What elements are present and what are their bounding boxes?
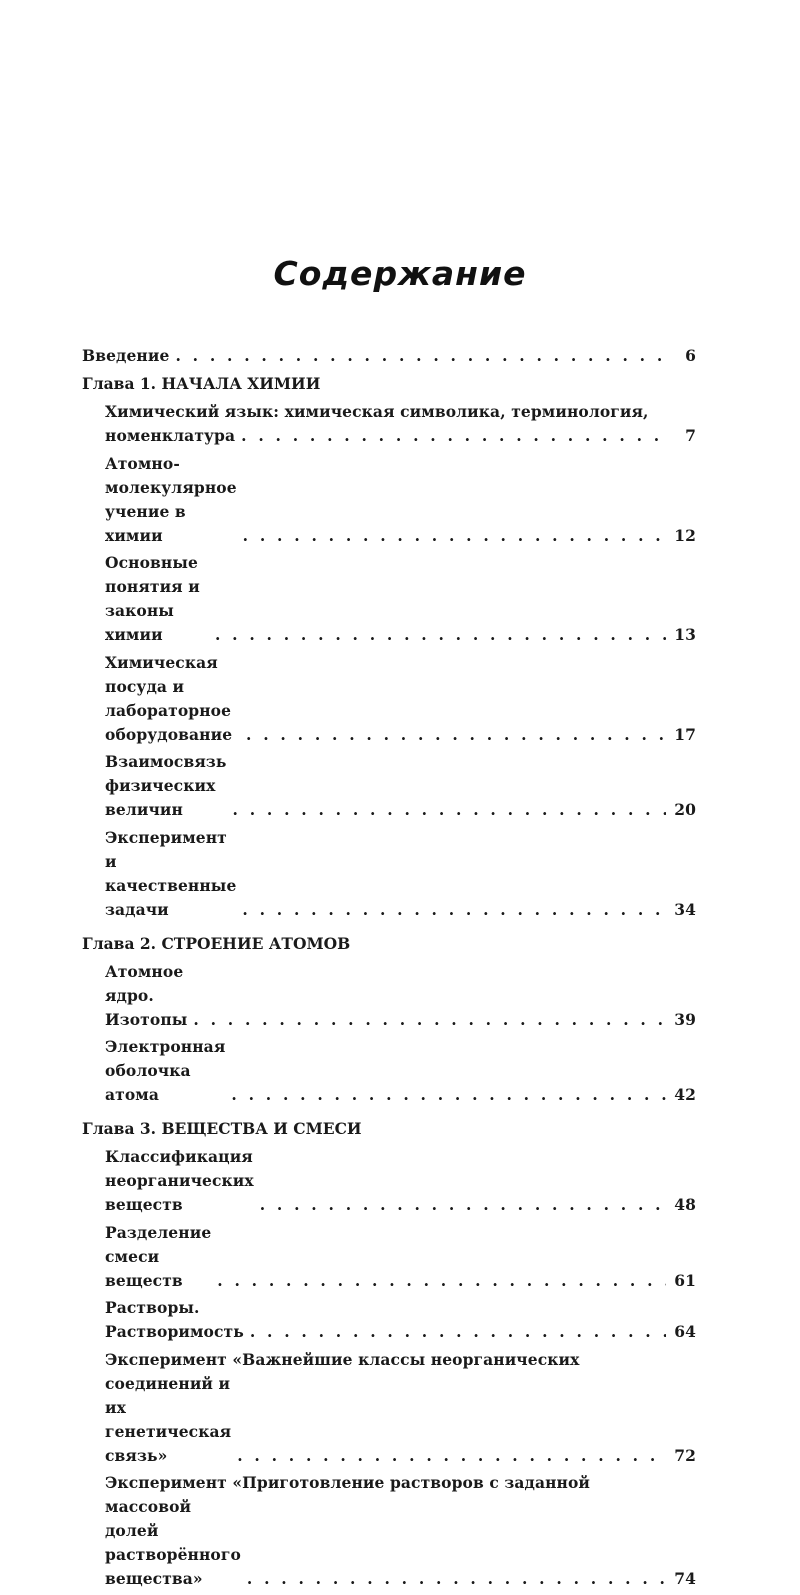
toc-entry-label: Разделение смеси веществ bbox=[105, 1222, 212, 1290]
chapter-heading[interactable]: Глава 2. СТРОЕНИЕ АТОМОВ bbox=[82, 933, 351, 953]
toc-entry-label-line1: Химический язык: химическая символика, терминология, bbox=[105, 402, 649, 421]
toc-entry[interactable] bbox=[82, 1145, 696, 1217]
toc-page-number: 42 bbox=[674, 1085, 696, 1104]
toc-page-number: 6 bbox=[685, 346, 696, 365]
toc-entry[interactable] bbox=[82, 1035, 696, 1107]
toc-page-number: 74 bbox=[674, 1569, 696, 1588]
dot-leader bbox=[231, 1083, 666, 1107]
toc-entry-label: Атомное ядро. Изотопы bbox=[105, 961, 188, 1029]
toc-entry-label: Введение bbox=[82, 346, 170, 365]
toc-entry-label: Взаимосвязь физических величин bbox=[105, 752, 227, 819]
toc-chapter bbox=[82, 372, 696, 922]
dot-leader bbox=[175, 344, 666, 368]
table-of-contents bbox=[82, 344, 696, 1595]
dot-leader bbox=[215, 623, 666, 647]
toc-page-number: 34 bbox=[674, 899, 696, 919]
toc-entry-label: Растворы. Растворимость bbox=[105, 1298, 244, 1341]
toc-entry[interactable] bbox=[82, 1296, 696, 1344]
toc-entry-intro[interactable] bbox=[82, 344, 696, 368]
toc-entry-label: Электронная оболочка атома bbox=[105, 1037, 226, 1104]
toc-chapter bbox=[82, 932, 696, 1108]
toc-page-number: 48 bbox=[674, 1195, 696, 1214]
dot-leader bbox=[260, 1193, 666, 1217]
dot-leader bbox=[242, 898, 666, 922]
toc-page-number: 61 bbox=[674, 1270, 696, 1290]
toc-entry[interactable] bbox=[82, 960, 696, 1032]
page-title: Содержание bbox=[273, 254, 527, 293]
toc-entry[interactable] bbox=[82, 651, 696, 747]
toc-entry[interactable] bbox=[82, 1221, 696, 1293]
toc-page-number: 12 bbox=[674, 525, 696, 545]
toc-entry-last-row bbox=[105, 1495, 696, 1591]
toc-entry[interactable] bbox=[82, 452, 696, 548]
toc-page-number: 13 bbox=[674, 625, 696, 644]
dot-leader bbox=[243, 524, 666, 548]
toc-page-number: 17 bbox=[674, 724, 696, 744]
toc-entry-label: Атомно-молекулярное учение в химии bbox=[105, 453, 237, 545]
toc-entry-label-line1: Эксперимент «Приготовление растворов с заданной bbox=[105, 1473, 591, 1492]
toc-entry[interactable] bbox=[82, 1348, 696, 1468]
toc-entry-label-line2: соединений и их генетическая связь» bbox=[105, 1373, 232, 1465]
chapter-heading[interactable]: Глава 1. НАЧАЛА ХИМИИ bbox=[82, 374, 321, 393]
toc-entry[interactable] bbox=[82, 551, 696, 647]
toc-entry-label: Основные понятия и законы химии bbox=[105, 553, 200, 644]
toc-entry-last-row bbox=[105, 424, 696, 448]
toc-page-number: 20 bbox=[674, 800, 696, 819]
dot-leader bbox=[237, 1444, 666, 1468]
dot-leader bbox=[233, 798, 666, 822]
toc-page-number: 72 bbox=[674, 1445, 696, 1465]
toc-entry-label: Химическая посуда и лабораторное оборудование bbox=[105, 652, 233, 744]
dot-leader bbox=[241, 424, 666, 448]
toc-entry[interactable] bbox=[82, 1471, 696, 1591]
dot-leader bbox=[246, 723, 666, 747]
dot-leader bbox=[193, 1008, 666, 1032]
toc-entry[interactable] bbox=[82, 400, 696, 448]
chapter-heading[interactable]: Глава 3. ВЕЩЕСТВА И СМЕСИ bbox=[82, 1119, 362, 1138]
chapter-list bbox=[82, 372, 696, 1591]
toc-entry-last-row bbox=[105, 1372, 696, 1468]
toc-entry-label: Эксперимент и качественные задачи bbox=[105, 827, 237, 919]
toc-chapter bbox=[82, 1117, 696, 1591]
toc-page-number: 39 bbox=[674, 1009, 696, 1029]
toc-entry-label-line2: номенклатура bbox=[105, 426, 236, 445]
toc-entry-label-line2: массовой долей растворённого вещества» bbox=[105, 1497, 241, 1588]
toc-entry-label-line1: Эксперимент «Важнейшие классы неорганических bbox=[105, 1349, 580, 1369]
dot-leader bbox=[250, 1320, 666, 1344]
toc-page-number: 64 bbox=[674, 1322, 696, 1341]
toc-entry[interactable] bbox=[82, 826, 696, 922]
dot-leader bbox=[217, 1269, 666, 1293]
toc-entry[interactable] bbox=[82, 750, 696, 822]
toc-entry-label: Классификация неорганических веществ bbox=[105, 1147, 254, 1214]
toc-page-number: 7 bbox=[685, 426, 696, 445]
dot-leader bbox=[247, 1567, 666, 1591]
